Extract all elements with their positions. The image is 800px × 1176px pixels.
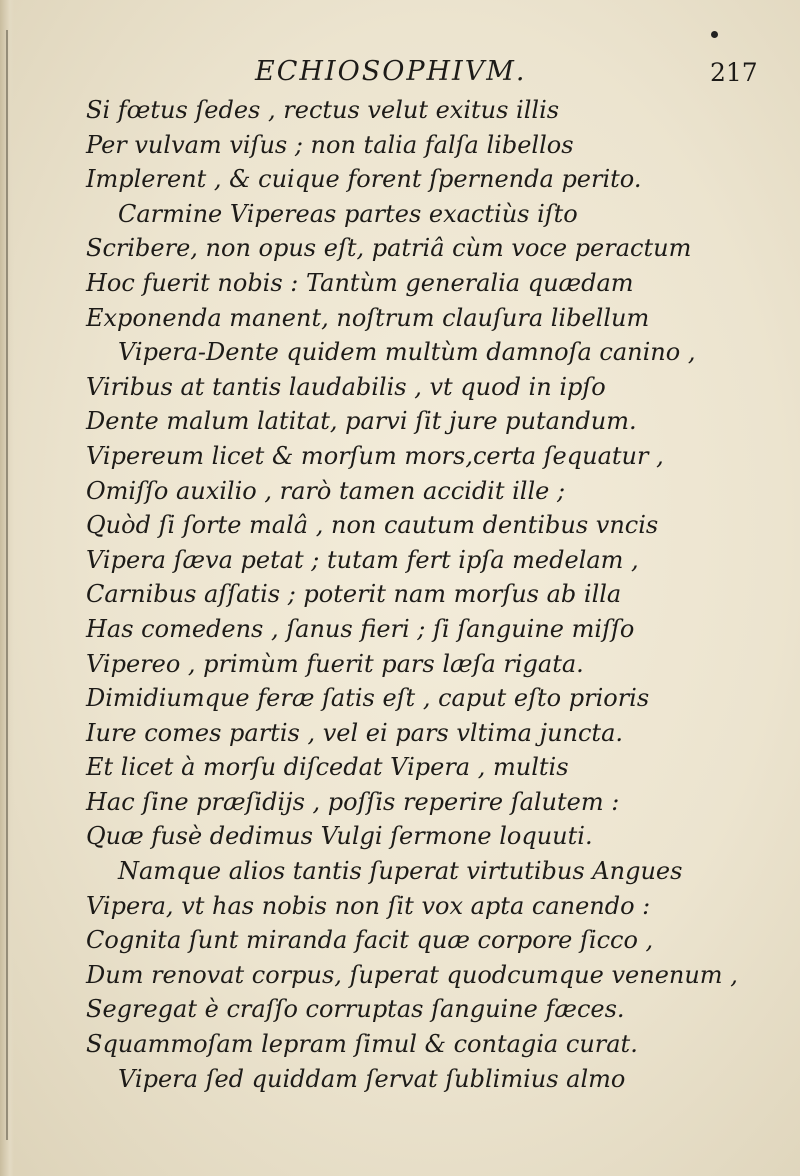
- verse-line: Dum renovat corpus, ſuperat quodcumque venenum ,: [86, 960, 738, 989]
- verse-line: Si fœtus ſedes , rectus velut exitus illis: [86, 96, 560, 124]
- verse-line: Vipera-Dente quidem multùm damnoſa canino ,: [118, 338, 696, 367]
- verse-line: Segregat è craſſo corruptas ſanguine fæces.: [86, 995, 625, 1024]
- verse-line: Carnibus aſſatis ; poterit nam morſus ab illa: [86, 580, 622, 609]
- verse-line: Has comedens , ſanus fieri ; ſi ſanguine miſſo: [86, 614, 635, 643]
- ink-spot: [711, 31, 718, 38]
- verse-line: Iure comes partis , vel ei pars vltima juncta.: [86, 718, 623, 747]
- verse-line: Hac ſine præſidijs , poſſis reperire ſalutem :: [86, 787, 620, 816]
- verse-line: Scribere, non opus eſt, patriâ cùm voce peractum: [86, 234, 692, 263]
- verse-line: Vipera ſæva petat ; tutam fert ipſa medelam ,: [86, 545, 639, 574]
- verse-line: Vipereo , primùm fuerit pars læſa rigata.: [86, 649, 584, 678]
- verse-line: Quòd ſi ſorte malâ , non cautum dentibus vncis: [86, 511, 659, 540]
- verse-block: [86, 93, 786, 1096]
- verse-line: Et licet à morſu diſcedat Vipera , multis: [86, 753, 569, 782]
- verse-line: Vipera ſed quiddam ſervat ſublimius almo: [118, 1064, 626, 1093]
- verse-line: Dimidiumque feræ ſatis eſt , caput eſto prioris: [86, 684, 650, 713]
- verse-line: Omiſſo auxilio , rarò tamen accidit ille ;: [86, 476, 566, 505]
- verse-line: Vipera, vt has nobis non ſit vox apta canendo :: [86, 891, 651, 920]
- verse-line: Exponenda manent, noſtrum clauſura libellum: [86, 303, 650, 332]
- verse-line: Squammoſam lepram ſimul & contagia curat.: [86, 1030, 638, 1059]
- verse-line: Quæ fusè dedimus Vulgi ſermone loquuti.: [86, 822, 593, 851]
- verse-line: Cognita ſunt miranda facit quæ corpore ſicco ,: [86, 926, 654, 955]
- verse-line: Namque alios tantis ſuperat virtutibus Angues: [118, 857, 683, 886]
- page-number: 217: [710, 58, 758, 87]
- verse-line: Hoc fuerit nobis : Tantùm generalia quædam: [86, 268, 634, 297]
- verse-line: Implerent , & cuique forent ſpernenda perito.: [86, 165, 642, 194]
- verse-line: Vipereum licet & morſum mors,certa ſequatur ,: [86, 441, 664, 470]
- verse-line: Viribus at tantis laudabilis , vt quod in ipſo: [86, 372, 606, 401]
- running-title: ECHIOSOPHIVM.: [255, 56, 527, 87]
- verse-line: Carmine Vipereas partes exactiùs iſto: [118, 199, 578, 228]
- verse-line: Per vulvam viſus ; non talia falſa libellos: [86, 130, 574, 159]
- page-header: [0, 56, 800, 96]
- verse-line: Dente malum latitat, parvi ſit jure putandum.: [86, 407, 637, 436]
- binding-line: [6, 30, 8, 1140]
